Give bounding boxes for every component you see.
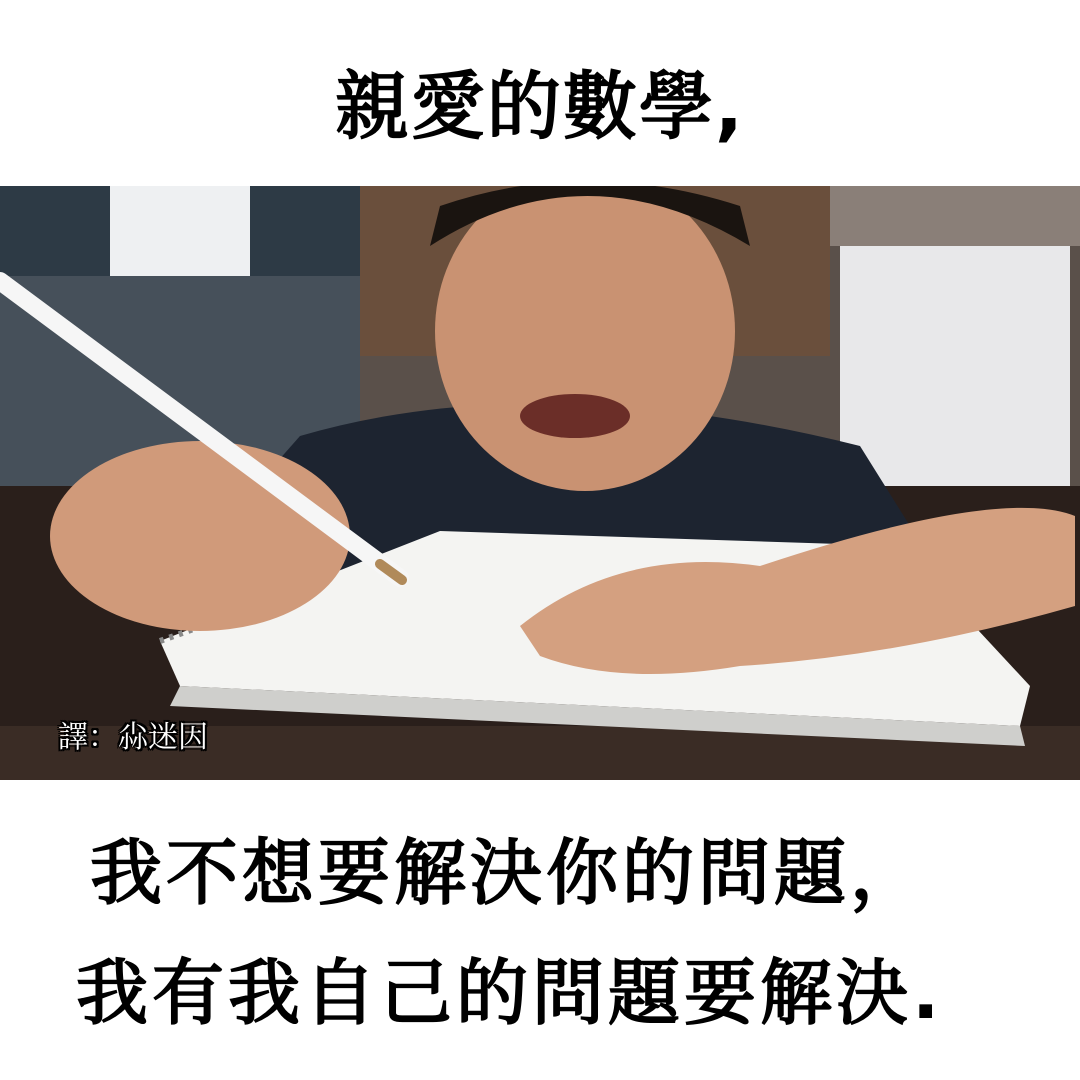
top-caption: 親愛的數學,	[334, 64, 746, 150]
translator-watermark: 譯：尛迷因	[58, 720, 208, 755]
bottom-caption-line-1: 我不想要解決你的問題，	[90, 831, 927, 915]
meme-photo	[0, 186, 1080, 780]
bottom-caption-line-2: 我有我自己的問題要解決.	[76, 951, 944, 1035]
head	[435, 186, 735, 491]
window	[110, 186, 250, 276]
left-hand	[50, 441, 350, 631]
mouth	[520, 394, 630, 438]
fridge	[840, 226, 1070, 486]
back-wall-right	[830, 186, 1080, 246]
